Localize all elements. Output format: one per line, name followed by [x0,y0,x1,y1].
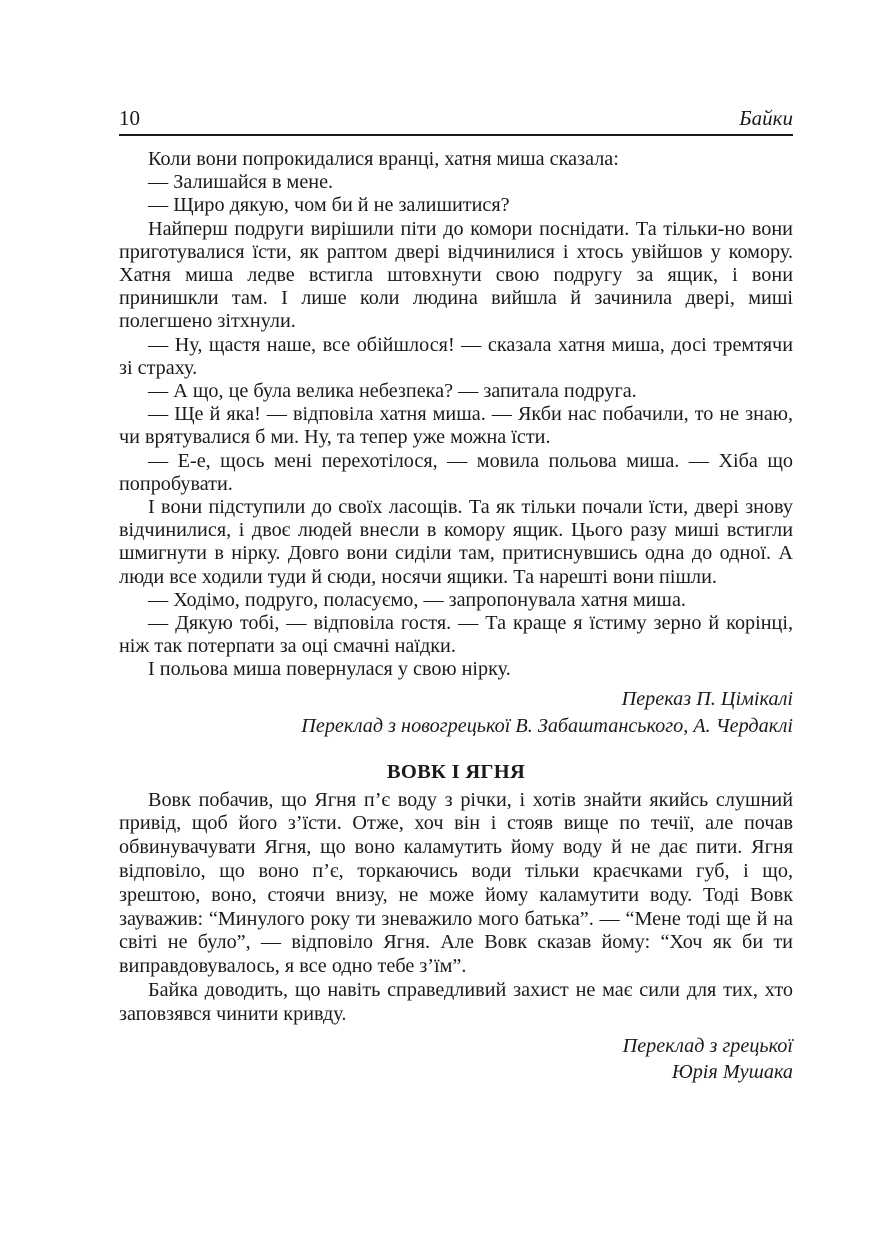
paragraph: І вони підступили до своїх ласощів. Та як тільки почали їсти, двері знову відчинилися, і двоє людей внесли в комору ящик. Цього разу миші встигли шмигнути в нірку. Довго вони сиділи там, притиснувшись одна до одної. А люди все ходили туди й сюди, носячи ящики. Та нарешті вони пішли. [119,496,793,588]
paragraph: — Дякую тобі, — відповіла гостя. — Та краще я їстиму зерно й корінці, ніж так потерпати за оці смачні наїдки. [119,612,793,658]
page-number: 10 [119,106,140,130]
paragraph: І польова миша повернулася у свою нірку. [148,658,511,681]
paragraph: Коли вони попрокидалися вранці, хатня миша сказала: [148,148,619,170]
retelling-credit: Переказ П. Цімікалі [621,687,793,710]
story-continuation [119,136,793,682]
paragraph: — Щиро дякую, чом би й не залишитися? [148,194,510,217]
paragraph: — Ще й яка! — відповіла хатня миша. — Якби нас побачили, то не знаю, чи врятувалися б ми. Ну, та тепер уже можна їсти. [119,403,793,449]
paragraph: — Ходімо, подруго, поласуємо, — запропонувала хатня миша. [148,588,686,611]
paragraph: Найперш подруги вирішили піти до комори поснідати. Та тільки-но вони приготувалися їсти, як раптом двері відчинилися і хтось увійшов у комору. Хатня миша ледве встигла штовхнути свою подругу за ящик, і вони принишкли там. І лише коли людина вийшла й зачинила двері, миші полегшено зітхнули. [119,217,793,333]
translator-name: Юрія Мушака [671,1060,793,1083]
running-header [119,104,793,136]
paragraph: Вовк побачив, що Ягня п’є воду з річки, і хотів знайти якийсь слушний привід, щоб його з’їсти. Отже, хоч він і стояв вище по течії, але почав обвинувачувати Ягня, що воно каламутить йому воду й не дає пити. Ягня відповіло, що воно п’є, торкаючись води тільки краєчками губ, і що, зрештою, воно, стоячи внизу, не може йому каламутити воду. Тоді Вовк зауважив: “Минулого року ти зневажило мого батька”. — “Мене тоді ще й на світі не було”, — відповіло Ягня. Але Вовк сказав йому: “Хоч як би ти виправдовувалось, я все одно тебе з’їм”. [119,788,793,978]
fable-title: ВОВК І ЯГНЯ [386,760,526,783]
translation-credit: Переклад з новогрецької В. Забаштанського, А. Чердаклі [301,714,793,737]
section-title: Байки [739,106,793,130]
paragraph: — Залишайся в мене. [148,171,334,194]
paragraph: Байка доводить, що навіть справедливий захист не має сили для тих, хто заповзявся чинити кривду. [119,979,793,1025]
paragraph: — А що, це була велика небезпека? — запитала подруга. [148,380,637,403]
book-page [119,104,793,1085]
paragraph: — Ну, щастя наше, все обійшлося! — сказала хатня миша, досі тремтячи зі страху. [119,333,793,379]
fable-text [119,789,793,1027]
translation-credit-line1: Переклад з грецької [622,1034,793,1057]
paragraph: — Е-е, щось мені перехотілося, — мовила польова миша. — Хіба що попробувати. [119,449,793,495]
fable-credit [119,1033,793,1085]
